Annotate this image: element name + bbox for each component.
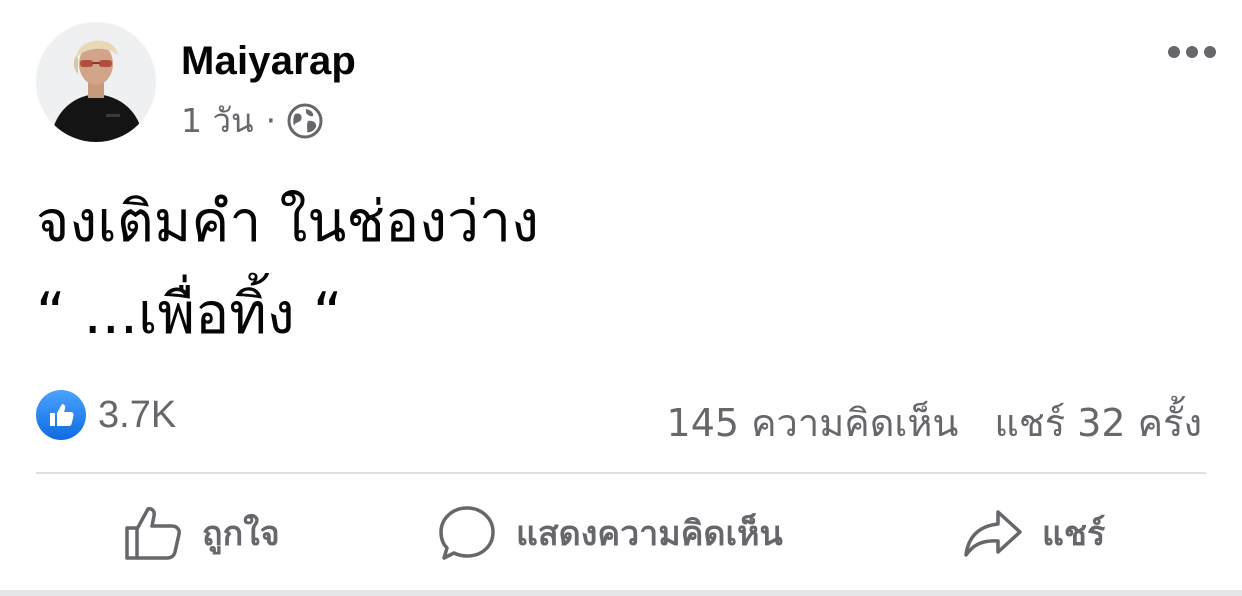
author-name[interactable]: Maiyarap <box>181 39 357 83</box>
card-bottom-border <box>0 590 1242 596</box>
comment-button[interactable] <box>436 498 783 568</box>
like-button[interactable] <box>122 498 280 568</box>
comment-count[interactable]: 145 ความคิดเห็น <box>666 401 959 445</box>
share-arrow-icon <box>962 502 1024 564</box>
like-reaction-icon <box>36 390 86 440</box>
meta-separator: · <box>265 101 277 140</box>
share-count[interactable]: แชร์ 32 ครั้ง <box>994 401 1202 445</box>
post-text-line: “ ...เพื่อทิ้ง “ <box>36 281 343 347</box>
more-dot <box>1204 46 1216 58</box>
divider <box>36 472 1206 474</box>
action-bar <box>0 498 1242 568</box>
comment-bubble-icon <box>436 502 498 564</box>
post-time[interactable]: 1 วัน <box>181 101 254 140</box>
post-meta <box>181 100 324 142</box>
engagement-counts <box>667 392 1202 453</box>
more-dot <box>1168 46 1180 58</box>
reaction-summary[interactable] <box>36 390 176 440</box>
post-text-line: จงเติมคำ ในช่องว่าง <box>36 189 539 255</box>
share-label: แชร์ <box>1042 514 1106 554</box>
globe-icon <box>286 102 324 140</box>
more-dot <box>1186 46 1198 58</box>
comment-label: แสดงความคิดเห็น <box>516 514 783 554</box>
share-button[interactable] <box>962 498 1105 568</box>
avatar-photo <box>36 22 156 142</box>
like-count: 3.7K <box>98 393 177 436</box>
post-text <box>36 176 539 360</box>
more-options-button[interactable] <box>1168 36 1216 68</box>
avatar[interactable] <box>36 22 156 142</box>
thumbs-up-icon <box>122 502 184 564</box>
like-label: ถูกใจ <box>202 514 280 554</box>
